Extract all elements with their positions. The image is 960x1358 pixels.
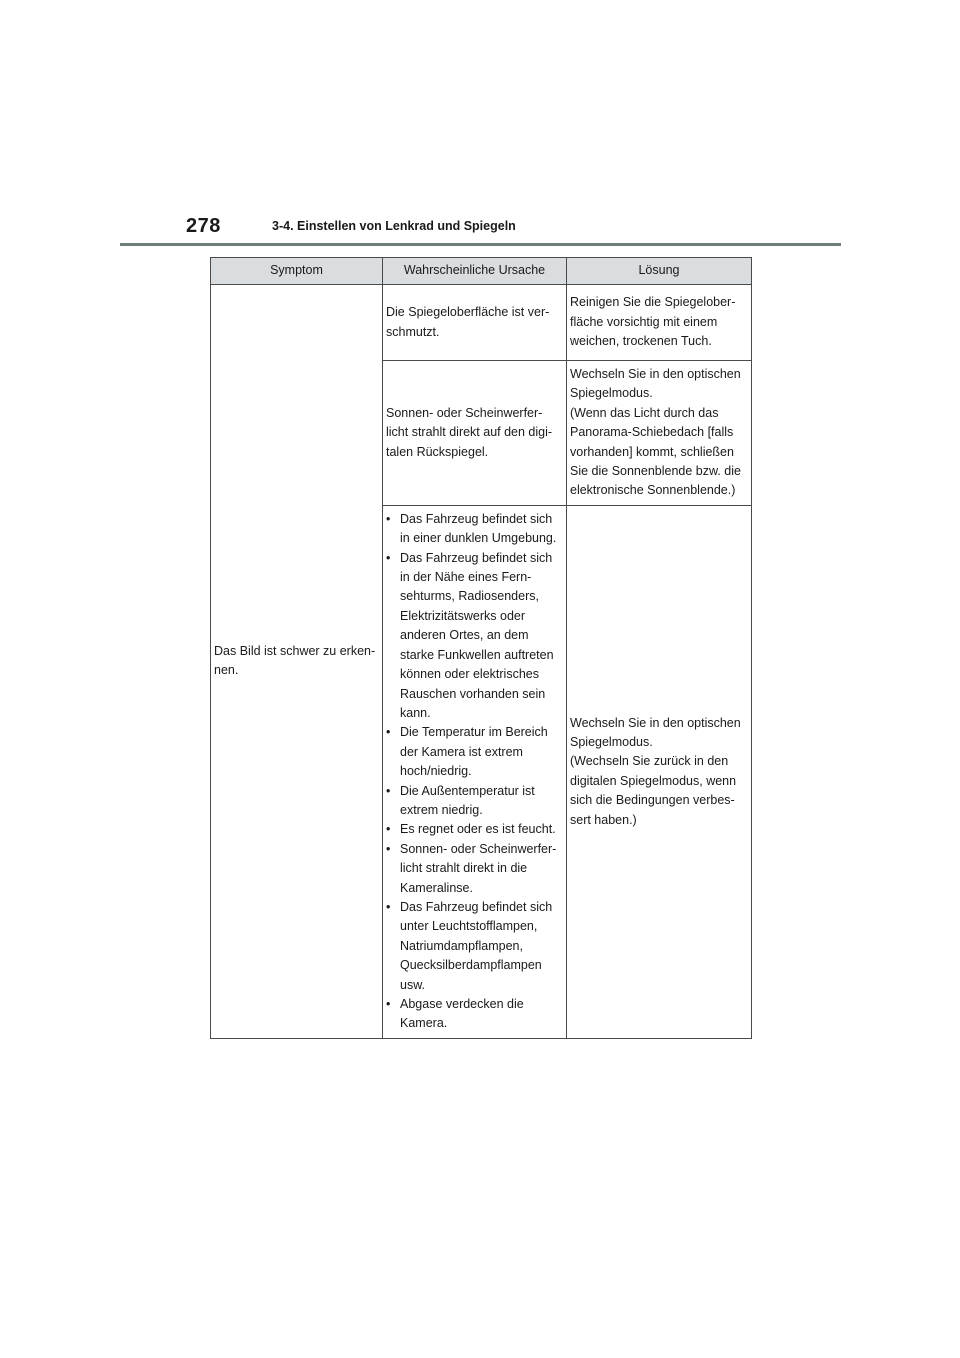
solution-text: Wechseln Sie in den optischen Spiegelmodus. (Wenn das Licht durch das Panorama-Schiebedach [falls vorhanden] kommt, schließen Sie die Sonnenblende bzw. die elektronische Sonnenblende.) (570, 367, 741, 498)
cause-item-text: Das Fahrzeug befindet sich in der Nähe eines Fern- sehturms, Radiosenders, Elektrizitätswerks oder anderen Ortes, an dem starke Funkwellen auftreten können oder elektrisches Rauschen vorhanden sein kann. (400, 550, 554, 720)
table-row (211, 285, 752, 361)
bullet-icon: • (386, 841, 391, 856)
cause-list (386, 510, 563, 1034)
column-header-cause: Wahrscheinliche Ursache (383, 258, 567, 285)
cause-list-item (386, 898, 563, 995)
cause-list-item (386, 840, 563, 898)
bullet-icon: • (386, 550, 391, 565)
bullet-icon: • (386, 783, 391, 798)
symptom-text: Das Bild ist schwer zu erken- nen. (214, 644, 376, 678)
cause-item-text: Sonnen- oder Scheinwerfer- licht strahlt direkt in die Kameralinse. (400, 841, 557, 895)
solution-cell (567, 285, 752, 361)
bullet-icon: • (386, 725, 391, 740)
page-number: 278 (186, 215, 221, 237)
cause-cell (383, 285, 567, 361)
cause-item-text: Es regnet oder es ist feucht. (400, 822, 556, 837)
cause-list-item (386, 549, 563, 724)
solution-text: Wechseln Sie in den optischen Spiegelmodus. (Wechseln Sie zurück in den digitalen Spiegelmodus, wenn sich die Bedingungen verbes- sert haben.) (570, 715, 741, 827)
bullet-icon: • (386, 997, 391, 1011)
cause-list-item (386, 723, 563, 781)
bullet-icon: • (386, 822, 391, 837)
column-header-solution: Lösung (567, 258, 752, 285)
cause-cell (383, 361, 567, 506)
cause-list-item (386, 995, 563, 1034)
cause-cell (383, 505, 567, 1038)
bullet-icon: • (386, 899, 391, 914)
cause-text: Die Spiegeloberfläche ist ver- schmutzt. (386, 305, 550, 339)
cause-item-text: Die Temperatur im Bereich der Kamera ist extrem hoch/niedrig. (400, 725, 548, 779)
cause-text: Sonnen- oder Scheinwerfer- licht strahlt direkt auf den digi- talen Rückspiegel. (386, 405, 553, 459)
troubleshooting-table (210, 257, 752, 1039)
cause-item-text: Das Fahrzeug befindet sich in einer dunklen Umgebung. (400, 511, 557, 546)
symptom-cell (211, 285, 383, 1039)
cause-item-text: Das Fahrzeug befindet sich unter Leuchtstofflampen, Natriumdampflampen, Quecksilberdampflampen usw. (400, 899, 553, 992)
cause-item-text: Abgase verdecken die Kamera. (400, 997, 524, 1031)
header-divider (120, 243, 841, 246)
solution-cell (567, 361, 752, 506)
cause-item-text: Die Außentemperatur ist extrem niedrig. (400, 783, 535, 817)
column-header-symptom: Symptom (211, 258, 383, 285)
cause-list-item (386, 820, 563, 839)
bullet-icon: • (386, 511, 391, 526)
cause-list-item (386, 510, 563, 549)
solution-text: Reinigen Sie die Spiegelober- fläche vorsichtig mit einem weichen, trockenen Tuch. (570, 295, 736, 349)
section-title: 3-4. Einstellen von Lenkrad und Spiegeln (272, 219, 516, 233)
table-header-row (211, 258, 752, 285)
cause-list-item (386, 782, 563, 821)
solution-cell (567, 505, 752, 1038)
